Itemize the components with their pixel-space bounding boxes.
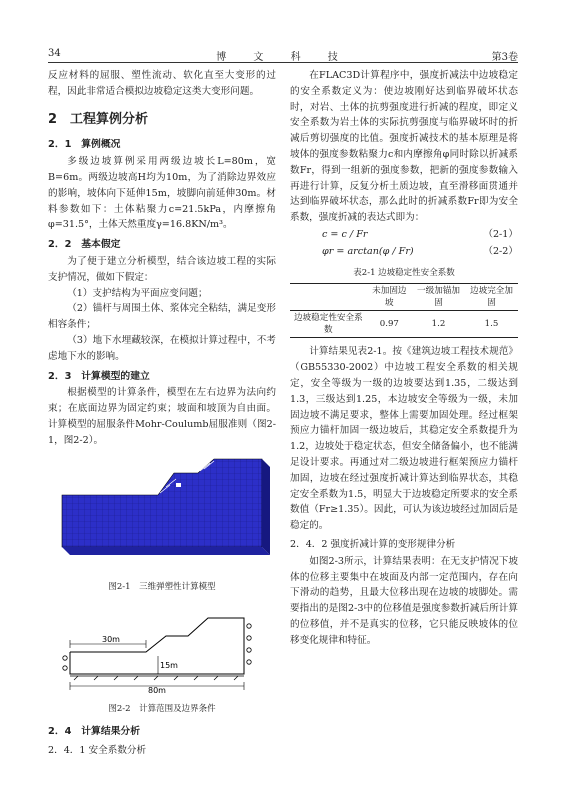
- table-header-cell: 未加固边坡: [372, 286, 407, 309]
- section-2-4-1-title: 2．4．1 安全系数分析: [48, 744, 147, 756]
- deformation-paragraph: 如图2-3所示，计算结果表明：在无支护情况下坡体的位移主要集中在坡面及内部一定范围内，存在向下滑动的趋势，且最大位移出现在边坡的坡脚处。需要指出的是图2-3中的位移值是强度参数折减后所计算的位移值，并不是真实的位移，它只能反映坡体的位移变化规律和特征。: [290, 555, 518, 646]
- dim-15m: 15m: [160, 661, 178, 671]
- journal-name: 博 文 科 技: [216, 52, 350, 63]
- assumption-3: （3）地下水埋藏较深，在模拟计算过程中，不考虑地下水的影响。: [48, 334, 276, 362]
- assumption-1: （1）支护结构为平面应变问题；: [67, 287, 208, 299]
- table-row: [290, 311, 518, 338]
- assumption-2: （2）锚杆与周围土体、浆体完全粘结，满足变形相容条件；: [48, 303, 276, 331]
- table-header-cell: [290, 284, 367, 311]
- equation-2-2-body: φr = arctan(φ / Fr): [322, 245, 414, 257]
- table-cell: 1.5: [484, 319, 499, 330]
- equation-2-1-body: c = c / Fr: [322, 228, 368, 240]
- section-2-3-text: 根据模型的计算条件，模型在左右边界为法向约束；在底面边界为固定约束；坡面和坡顶为自由面。计算模型的屈服条件Mohr-Coulumb屈服准则（图2-1，图2-2）。: [48, 387, 276, 446]
- strength-reduction-paragraph: 在FLAC3D计算程序中，强度折减法中边坡稳定的安全系数定义为：使边坡刚好达到临界破坏状态时，对岩、土体的抗剪强度进行折减的程度，即定义安全系数为岩土体的实际抗剪强度与临界破坏时的折减后剪切强度的比值。强度折减技术的基本原理是将坡体的强度参数粘聚力c和内摩擦角φ同时除以折减系数Fr，得到一组新的强度参数，把新的强度参数输入再进行计算，反复分析土质边坡，直至滑移面贯通并达到临界破坏状态，那么此时的折减系数Fr即为安全系数，强度折减的表达式即为：: [290, 70, 518, 224]
- figure-2-1-caption: 图2-1 三维弹塑性计算模型: [108, 582, 216, 593]
- equation-2-1: [290, 227, 518, 243]
- dim-80m: 80m: [148, 686, 166, 695]
- results-paragraph: 计算结果见表2-1。按《建筑边坡工程技术规范》（GB55330-2002）中边坡工程安全系数的相关规定，安全等级为一级的边坡要达到1.35，二级达到1.3，三级达到1.25，本边坡安全等级为一级，未加固边坡不满足要求，整体上需要加固处理。经过框架预应力锚杆加固一级边坡后，其稳定安全系数提升为1.2，边坡处于稳定状态，但安全储备偏小，也不能满足设计要求。再通过对二级边坡进行框架预应力锚杆加固，边坡在经过强度折减计算达到临界状态，其稳定安全系数为1.5，明显大于边坡稳定所要求的安全系数值（Fr≥1.35）。因此，可认为该边坡经过加固后是稳定的。: [290, 346, 518, 532]
- table-2-1-caption: 表2-1 边坡稳定性安全系数: [353, 267, 455, 278]
- boundary-diagram: [48, 602, 276, 694]
- figure-2-2-caption: 图2-2 计算范围及边界条件: [108, 703, 216, 714]
- page-header: [48, 48, 518, 62]
- table-cell: 0.97: [379, 319, 399, 330]
- intro-paragraph: 反应材料的屈服、塑性流动、软化直至大变形的过程，因此非常适合模拟边坡稳定这类大变形问题。: [48, 70, 276, 97]
- table-header-cell: 边坡完全加固: [470, 286, 513, 309]
- section-2-1-title: 2．1 算例概况: [48, 139, 121, 151]
- volume-label: 第3卷: [491, 52, 518, 63]
- section-2-4-title: 2．4 计算结果分析: [48, 725, 141, 737]
- equation-2-1-number: （2-1）: [483, 228, 518, 240]
- safety-factor-table: [290, 283, 518, 338]
- dim-30m: 30m: [102, 635, 120, 645]
- section-2-title: 2 工程算例分析: [48, 111, 149, 127]
- section-2-3-title: 2．3 计算模型的建立: [48, 370, 150, 382]
- equation-2-2-number: （2-2）: [483, 245, 518, 257]
- left-column: [48, 68, 276, 759]
- right-column: [290, 68, 518, 649]
- header-rule: [48, 62, 518, 63]
- section-2-4-2-title: 2．4．2 强度折减计算的变形规律分析: [290, 538, 456, 550]
- equation-2-2: [290, 244, 518, 260]
- figure-2-2: [48, 602, 276, 700]
- section-2-2-text: 为了便于建立分析模型，结合该边坡工程的实际支护情况，做如下假定：: [48, 255, 276, 283]
- table-cell: 边坡稳定性安全系数: [293, 313, 363, 336]
- fem-mesh-image: [48, 455, 276, 573]
- page-number: 34: [48, 48, 61, 59]
- table-header-row: [290, 284, 518, 311]
- table-cell: 1.2: [431, 319, 446, 330]
- section-2-2-title: 2．2 基本假定: [48, 239, 121, 251]
- section-2-1-text: 多级边坡算例采用两级边坡长L=80m，宽B=6m。两级边坡高H均为10m，为了消除边界效应的影响，坡体向下延伸15m，坡脚向前延伸30m。材料参数如下：土体粘聚力c=21.5kPa，内摩擦角φ=31.5°，土体天然重度γ=16.8KN/m³。: [48, 156, 276, 231]
- table-header-cell: 一级加锚加固: [417, 286, 460, 309]
- figure-2-1: [48, 455, 276, 579]
